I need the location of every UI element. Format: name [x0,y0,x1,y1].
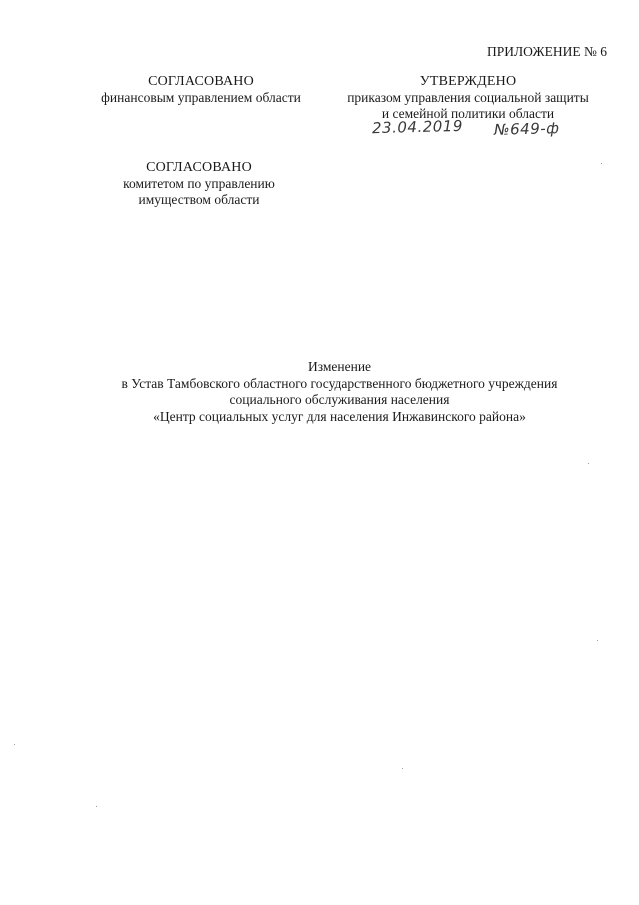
handwritten-order-number: №649-ф [493,119,560,139]
annex-number: ПРИЛОЖЕНИЕ № 6 [486,44,607,59]
title-line-4: «Центр социальных услуг для населения Инжавинского района» [153,408,526,424]
agreed-property-line-1: комитетом по управлению [123,176,275,191]
agreed-property-block [84,160,314,208]
scan-speck [588,463,589,464]
scan-speck [601,163,602,164]
scan-speck [14,744,15,745]
handwritten-date: 23.04.2019 [371,116,464,138]
scan-speck [402,768,403,769]
agreed-finance-line: финансовым управлением области [101,90,301,105]
title-line-1: Изменение [307,359,372,374]
agreed-finance-block [68,74,334,106]
approved-block [328,74,608,122]
scan-speck [96,806,97,807]
agreed-finance-heading: СОГЛАСОВАНО [148,74,254,89]
agreed-property-line-2: имуществом области [138,192,260,207]
document-title [0,359,639,425]
approved-line-2: и семейной политики области [381,106,555,121]
title-line-3: социального обслуживания населения [229,392,450,407]
approved-line-1: приказом управления социальной защиты [347,90,589,105]
title-line-2: в Устав Тамбовского областного государственного бюджетного учреждения [121,375,558,391]
agreed-property-heading: СОГЛАСОВАНО [146,160,252,175]
scan-speck [597,640,598,641]
approved-heading: УТВЕРЖДЕНО [419,74,517,89]
